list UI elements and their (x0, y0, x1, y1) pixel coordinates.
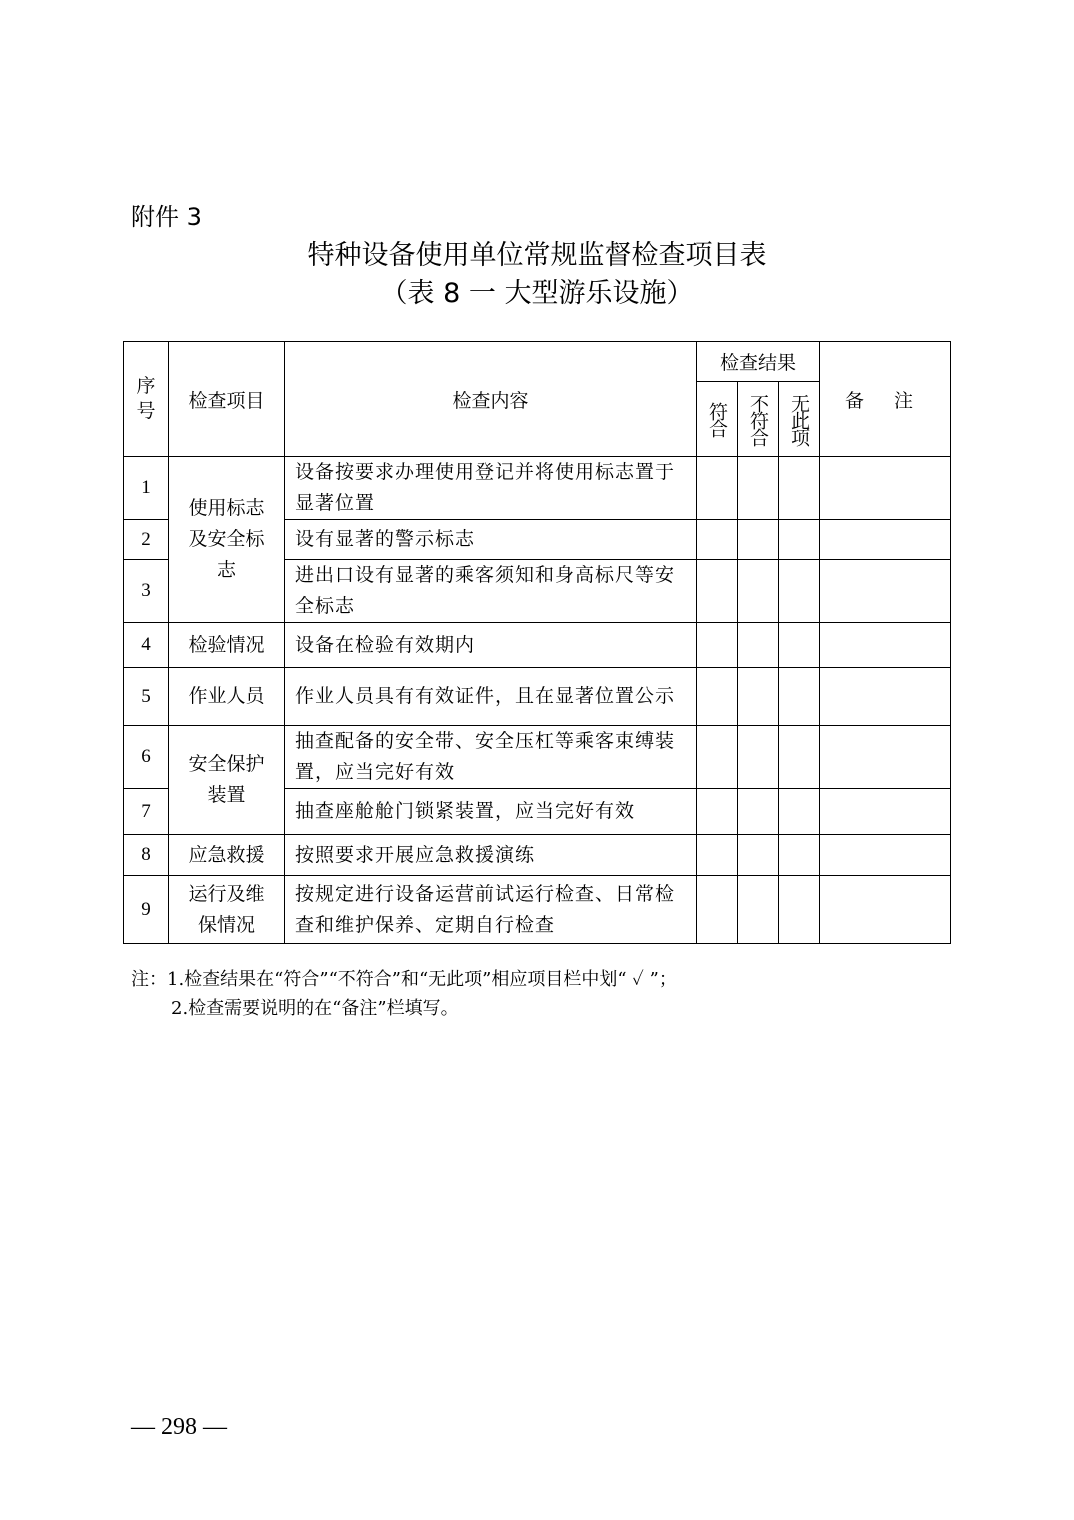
header-result-group: 检查结果 (697, 342, 820, 382)
header-result-na (779, 382, 820, 457)
row-number: 5 (124, 668, 169, 726)
check-item-label: 运行及维保情况 (188, 882, 265, 936)
page-title: 特种设备使用单位常规监督检查项目表 (307, 240, 767, 271)
check-content: 设备在检验有效期内 (285, 623, 697, 668)
check-content: 设备按要求办理使用登记并将使用标志置于显著位置 (285, 457, 697, 520)
check-content: 进出口设有显著的乘客须知和身高标尺等安全标志 (285, 560, 697, 623)
result-nonconform-cell[interactable] (738, 789, 779, 835)
inspection-table (123, 341, 951, 944)
remark-cell[interactable] (820, 668, 951, 726)
result-na-cell[interactable] (779, 520, 820, 560)
page-subtitle: （表 8 一 大型游乐设施） (380, 278, 694, 309)
table-notes (131, 965, 677, 1023)
result-nonconform-cell[interactable] (738, 457, 779, 520)
check-content: 设有显著的警示标志 (285, 520, 697, 560)
check-content: 作业人员具有有效证件，且在显著位置公示 (285, 668, 697, 726)
result-nonconform-cell[interactable] (738, 835, 779, 876)
header-result-na-label: 无此项 (788, 393, 810, 445)
check-item (169, 457, 285, 623)
header-item: 检查项目 (169, 342, 285, 457)
table-row (124, 835, 951, 876)
table-row (124, 726, 951, 789)
check-item-label: 使用标志及安全标志 (188, 497, 265, 581)
check-item-label: 安全保护装置 (188, 753, 265, 806)
check-content: 按规定进行设备运营前试运行检查、日常检查和维护保养、定期自行检查 (285, 876, 697, 944)
remark-cell[interactable] (820, 876, 951, 944)
page-number: — 298 — (131, 1414, 227, 1440)
result-conform-cell[interactable] (697, 726, 738, 789)
header-seq-label: 序号 (136, 375, 156, 422)
row-number: 1 (124, 457, 169, 520)
result-conform-cell[interactable] (697, 520, 738, 560)
result-conform-cell[interactable] (697, 668, 738, 726)
check-item (169, 726, 285, 835)
result-na-cell[interactable] (779, 726, 820, 789)
result-nonconform-cell[interactable] (738, 726, 779, 789)
result-conform-cell[interactable] (697, 876, 738, 944)
check-item: 检验情况 (169, 623, 285, 668)
check-content: 按照要求开展应急救援演练 (285, 835, 697, 876)
remark-cell[interactable] (820, 457, 951, 520)
result-na-cell[interactable] (779, 457, 820, 520)
result-na-cell[interactable] (779, 668, 820, 726)
header-result-nonconform (738, 382, 779, 457)
row-number: 6 (124, 726, 169, 789)
result-conform-cell[interactable] (697, 457, 738, 520)
remark-cell[interactable] (820, 560, 951, 623)
row-number: 8 (124, 835, 169, 876)
remark-cell[interactable] (820, 520, 951, 560)
check-content: 抽查配备的安全带、安全压杠等乘客束缚装置，应当完好有效 (285, 726, 697, 789)
check-content: 抽查座舱舱门锁紧装置，应当完好有效 (285, 789, 697, 835)
header-result-conform-label: 符合 (706, 402, 728, 436)
header-result-nonconform-label: 不符合 (747, 393, 769, 445)
remark-cell[interactable] (820, 726, 951, 789)
header-result-conform (697, 382, 738, 457)
result-nonconform-cell[interactable] (738, 560, 779, 623)
result-conform-cell[interactable] (697, 623, 738, 668)
result-nonconform-cell[interactable] (738, 623, 779, 668)
row-number: 9 (124, 876, 169, 944)
result-na-cell[interactable] (779, 789, 820, 835)
result-na-cell[interactable] (779, 560, 820, 623)
result-conform-cell[interactable] (697, 835, 738, 876)
table-row (124, 623, 951, 668)
header-content: 检查内容 (285, 342, 697, 457)
table-row (124, 876, 951, 944)
header-remark: 备 注 (820, 342, 951, 457)
result-na-cell[interactable] (779, 623, 820, 668)
remark-cell[interactable] (820, 789, 951, 835)
attachment-label: 附件 3 (131, 203, 202, 231)
check-item (169, 876, 285, 944)
result-na-cell[interactable] (779, 835, 820, 876)
result-conform-cell[interactable] (697, 789, 738, 835)
row-number: 4 (124, 623, 169, 668)
row-number: 3 (124, 560, 169, 623)
result-nonconform-cell[interactable] (738, 520, 779, 560)
table-row (124, 668, 951, 726)
row-number: 7 (124, 789, 169, 835)
result-nonconform-cell[interactable] (738, 668, 779, 726)
note-line-2: 2.检查需要说明的在“备注”栏填写。 (171, 998, 459, 1019)
remark-cell[interactable] (820, 623, 951, 668)
result-nonconform-cell[interactable] (738, 876, 779, 944)
check-item: 应急救援 (169, 835, 285, 876)
remark-cell[interactable] (820, 835, 951, 876)
result-na-cell[interactable] (779, 876, 820, 944)
note-line-1: 注：1.检查结果在“符合”“不符合”和“无此项”相应项目栏中划“ ✓ ”； (131, 969, 677, 990)
table-row (124, 457, 951, 520)
row-number: 2 (124, 520, 169, 560)
result-conform-cell[interactable] (697, 560, 738, 623)
check-item: 作业人员 (169, 668, 285, 726)
header-seq (124, 342, 169, 457)
